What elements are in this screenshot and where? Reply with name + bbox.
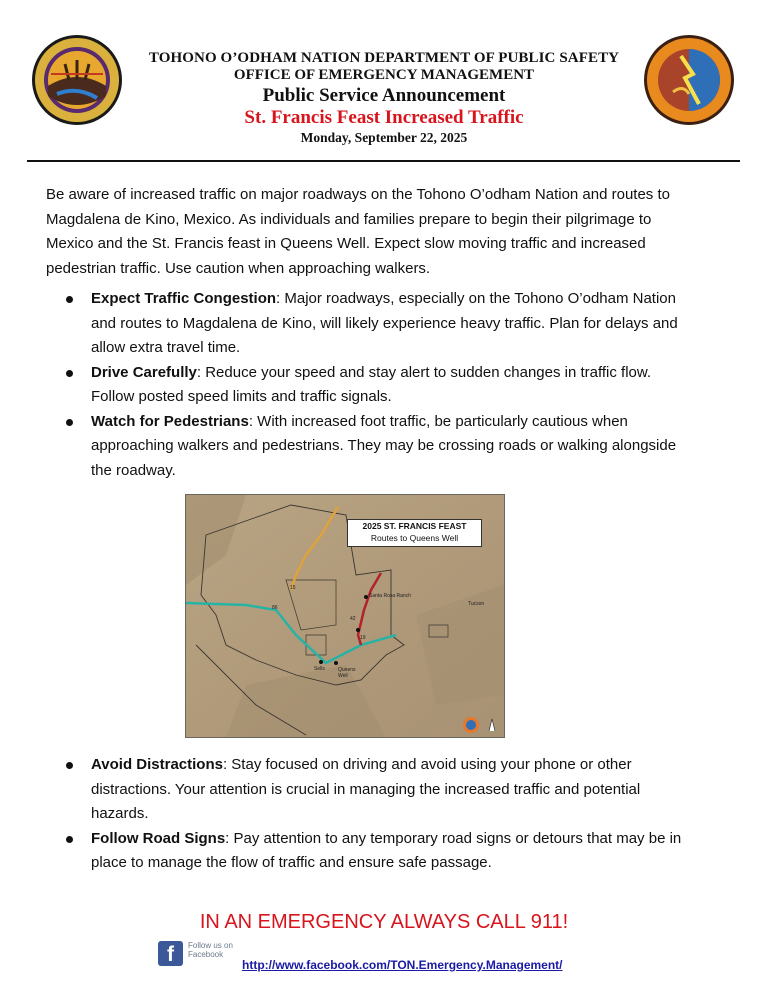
map-label-route-42: 42 — [350, 616, 356, 622]
facebook-icon[interactable]: f — [158, 941, 183, 966]
safety-tips-list — [46, 287, 696, 483]
map-label-route-19: 19 — [360, 635, 366, 641]
announcement-date: Monday, September 22, 2025 — [300, 130, 468, 145]
tip-text: : Major roadways, especially on the Tohono O’odham Nation and routes to Magdalena de Kino, will likely experience heavy traffic. Plan for delays and allow extra travel time. — [91, 290, 678, 356]
facebook-page-link[interactable]: http://www.facebook.com/TON.Emergency.Management/ — [242, 958, 563, 972]
letterhead — [120, 50, 648, 146]
office-name: OFFICE OF EMERGENCY MANAGEMENT — [233, 67, 535, 83]
public-safety-seal-logo — [31, 34, 123, 126]
header-divider — [27, 160, 740, 162]
bullet-icon — [66, 370, 73, 377]
bullet-icon — [66, 762, 73, 769]
tip-title: Watch for Pedestrians — [91, 412, 249, 430]
safety-tips-list-continued — [46, 753, 696, 876]
list-item — [46, 287, 696, 361]
tip-text: : Stay focused on driving and avoid using your phone or other distractions. Your attention is crucial in managing the increased traffic and potential hazards. — [91, 756, 641, 822]
tip-text: : Reduce your speed and stay alert to sudden changes in traffic flow. Follow posted speed limits and traffic signals. — [91, 363, 652, 405]
map-subtitle: Routes to Queens Well — [370, 533, 459, 543]
map-label-queens-well: Queens Well — [338, 667, 356, 679]
tip-text: : Pay attention to any temporary road signs or detours that may be in place to manage the flow of traffic and ensure safe passage. — [91, 829, 682, 871]
list-item — [46, 753, 696, 827]
bullet-icon — [66, 419, 73, 426]
document-type: Public Service Announcement — [262, 85, 506, 106]
map-label-santa-rosa: Santa Rosa Ranch — [369, 593, 411, 599]
tip-title: Follow Road Signs — [91, 829, 226, 847]
list-item — [46, 827, 696, 876]
department-name: TOHONO O’ODHAM NATION DEPARTMENT OF PUBLIC SAFETY — [148, 50, 620, 66]
bullet-icon — [66, 836, 73, 843]
bullet-icon — [66, 296, 73, 303]
emergency-management-seal-logo — [643, 34, 735, 126]
facebook-follow-label: Follow us on Facebook — [188, 941, 233, 959]
map-legend-box — [347, 519, 482, 547]
emergency-callout: IN AN EMERGENCY ALWAYS CALL 911! — [199, 911, 569, 933]
tip-text: : With increased foot traffic, be particularly cautious when approaching walkers and pedestrians. They may be crossing roads or walking alongside the roadway. — [91, 412, 677, 479]
list-item — [46, 410, 696, 484]
map-label-route-15: 15 — [290, 585, 296, 591]
intro-paragraph: Be aware of increased traffic on major roadways on the Tohono O’odham Nation and routes to Magdalena de Kino, Mexico. As individuals and families prepare to begin their pilgrimage to Mexico and the St. Francis feast in Queens Well. Expect slow moving traffic and increased pedestrian traffic. Use caution when approaching walkers. — [46, 186, 670, 277]
map-label-tucson: Tucson — [468, 601, 485, 607]
map-title: 2025 ST. FRANCIS FEAST — [362, 521, 467, 531]
route-map — [185, 494, 505, 738]
map-label-route-86: 86 — [272, 605, 278, 611]
tip-title: Expect Traffic Congestion — [91, 290, 277, 307]
tip-title: Drive Carefully — [91, 363, 197, 381]
tip-title: Avoid Distractions — [91, 756, 223, 773]
map-label-sells: Sells — [314, 666, 325, 672]
announcement-title: St. Francis Feast Increased Traffic — [244, 107, 524, 128]
list-item — [46, 361, 696, 410]
